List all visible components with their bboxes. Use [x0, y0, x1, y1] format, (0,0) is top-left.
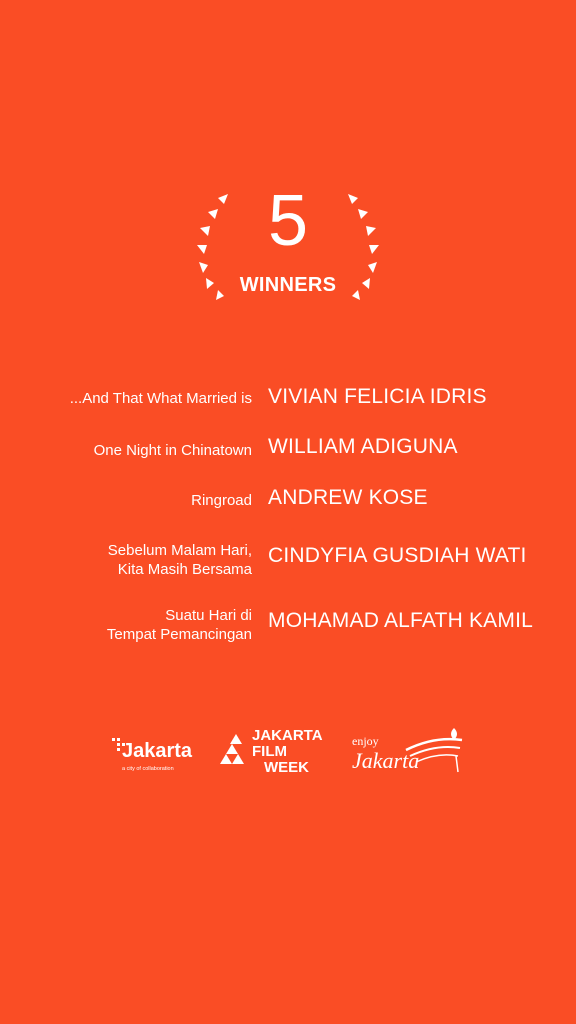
film-title: Sebelum Malam Hari, Kita Masih Bersama: [107, 542, 252, 578]
film-title: Ringroad: [191, 492, 252, 509]
jakarta-logo-word: Jakarta: [122, 740, 193, 762]
sponsor-logos: [108, 722, 468, 786]
film-week-line-2: FILM: [252, 743, 287, 760]
winner-count: 5: [267, 181, 309, 261]
film-week-mark-icon: [220, 732, 248, 772]
swoosh-flame-icon: [404, 726, 464, 776]
jakarta-logo-tagline: a city of collaboration: [122, 766, 174, 772]
winner-name: WILLIAM ADIGUNA: [268, 435, 458, 458]
jakarta-city-logo: [112, 736, 212, 776]
enjoy-logo-word: Jakarta: [352, 748, 420, 773]
enjoy-logo-small: enjoy: [352, 734, 379, 748]
winner-name: ANDREW KOSE: [268, 486, 428, 509]
film-title: ...And That What Married is: [69, 390, 252, 407]
winner-name: MOHAMAD ALFATH KAMIL: [268, 609, 533, 632]
film-title: Suatu Hari di Tempat Pemancingan: [106, 607, 252, 643]
film-week-line-1: JAKARTA: [252, 727, 323, 744]
jakarta-film-week-logo: [220, 728, 336, 786]
winner-name: CINDYFIA GUSDIAH WATI: [268, 544, 527, 567]
film-title: One Night in Chinatown: [93, 442, 252, 459]
film-week-line-3: WEEK: [264, 759, 309, 776]
winners-label: WINNERS: [239, 274, 337, 296]
winner-name: VIVIAN FELICIA IDRIS: [268, 385, 487, 408]
enjoy-jakarta-logo: [350, 726, 466, 784]
